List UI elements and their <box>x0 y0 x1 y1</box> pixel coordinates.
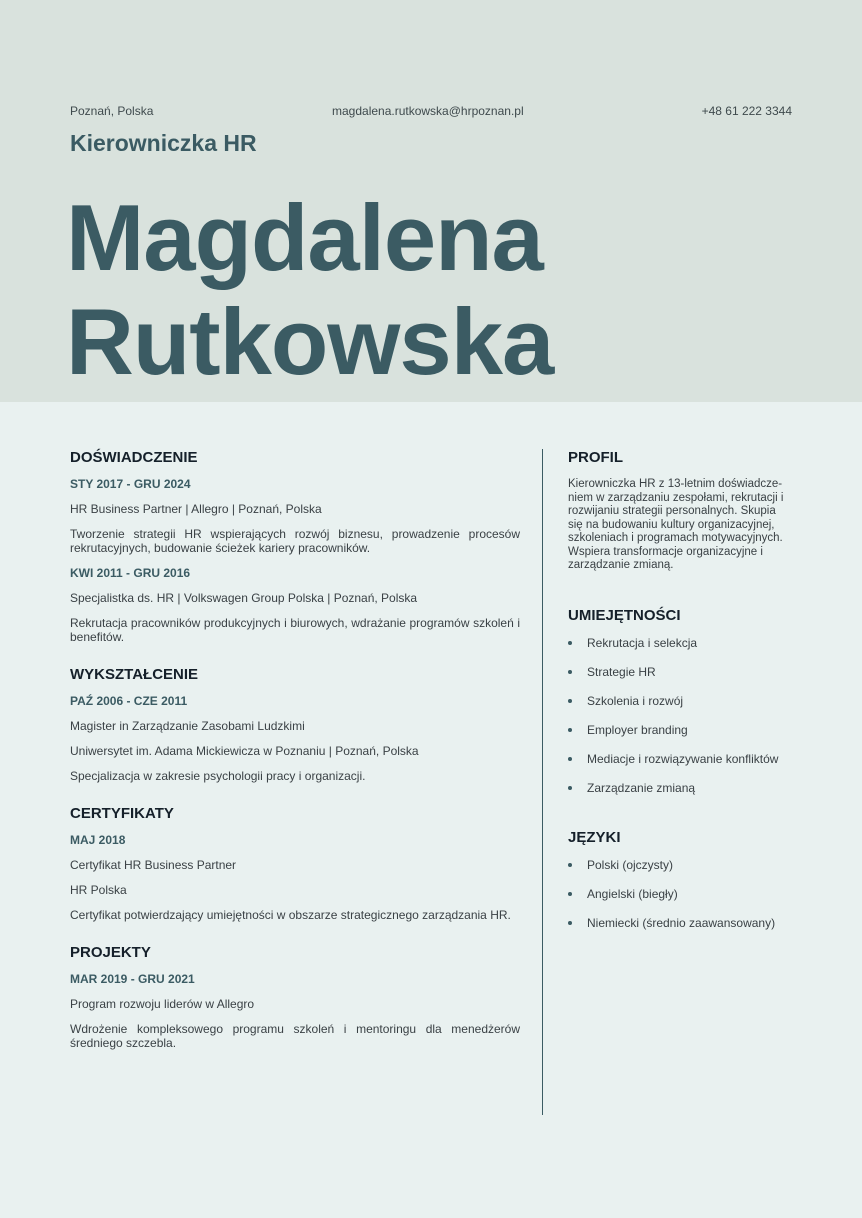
job-title: Kierowniczka HR <box>70 130 257 156</box>
bullet-icon <box>568 863 572 867</box>
list-item <box>568 752 793 766</box>
entry-description: Certyfikat potwierdzający umiejętności w obszarze strategicznego zarządzania HR. <box>70 908 511 922</box>
profile-section <box>568 449 793 573</box>
contact-phone[interactable]: +48 61 222 3344 <box>701 104 792 118</box>
section-title-education: WYKSZTAŁCENIE <box>70 666 199 683</box>
entry-role: Specjalistka ds. HR | Volkswagen Group Polska | Poznań, Polska <box>70 591 418 605</box>
bullet-icon <box>568 670 572 674</box>
list-item <box>568 694 793 708</box>
entry-date: MAJ 2018 <box>70 833 126 847</box>
list-item <box>568 723 793 737</box>
section-title-experience: DOŚWIADCZENIE <box>70 449 198 466</box>
full-name <box>66 186 553 394</box>
certificate-issuer: HR Polska <box>70 883 127 897</box>
section-title-languages: JĘZYKI <box>568 828 621 846</box>
certificate-name: Certyfikat HR Business Partner <box>70 858 237 872</box>
entry-date: STY 2017 - GRU 2024 <box>70 477 191 491</box>
bullet-icon <box>568 757 572 761</box>
skill-label: Szkolenia i rozwój <box>587 693 684 708</box>
list-item <box>568 887 793 901</box>
section-title-certificates: CERTYFIKATY <box>70 805 174 822</box>
project-name: Program rozwoju liderów w Allegro <box>70 997 255 1011</box>
bullet-icon <box>568 892 572 896</box>
languages-section <box>568 829 793 930</box>
skill-label: Rekrutacja i selekcja <box>587 635 698 650</box>
skill-label: Mediacje i rozwiązywanie konfliktów <box>587 751 779 766</box>
experience-section <box>70 449 520 644</box>
bullet-icon <box>568 728 572 732</box>
language-label: Angielski (biegły) <box>587 886 678 901</box>
language-label: Polski (ojczysty) <box>587 857 674 872</box>
contact-email[interactable]: magdalena.rutkowska@hrpoznan.pl <box>332 104 524 118</box>
right-column <box>568 449 793 964</box>
list-item <box>568 916 793 930</box>
entry-role: HR Business Partner | Allegro | Poznań, Polska <box>70 502 322 516</box>
skill-label: Strategie HR <box>587 664 656 679</box>
list-item <box>568 636 793 650</box>
first-name: Magdalena <box>66 185 543 290</box>
projects-section <box>70 944 520 1050</box>
entry-description: Specjalizacja w zakresie psychologii pracy i organizacji. <box>70 769 366 783</box>
left-column <box>70 449 520 1072</box>
skills-list <box>568 636 793 795</box>
language-label: Niemiecki (średnio zaawansowany) <box>587 915 776 930</box>
education-school: Uniwersytet im. Adama Mickiewicza w Poznaniu | Poznań, Polska <box>70 744 419 758</box>
education-section <box>70 666 520 783</box>
bullet-icon <box>568 786 572 790</box>
entry-description: Tworzenie strategii HR wspierających rozwój biznesu, prowadzenie procesów rekrutacyjnych, budowanie ścieżek kariery pracowników. <box>70 527 520 555</box>
experience-entry <box>70 566 520 644</box>
bullet-icon <box>568 699 572 703</box>
languages-list <box>568 858 793 930</box>
entry-date: MAR 2019 - GRU 2021 <box>70 972 195 986</box>
profile-text: Kierowniczka HR z 13-letnim doświadczeniem w zarządzaniu zespołami, rekrutacji i rozwijaniu strategii personalnych. Skupia się na budowaniu kultury organizacyjnej, szkoleniach i programach motywacyjnych. Wspiera transformacje organizacyjne i zarządzanie zmianą. <box>568 478 784 571</box>
bullet-icon <box>568 641 572 645</box>
skill-label: Employer branding <box>587 722 688 737</box>
resume-header <box>0 0 862 402</box>
bullet-icon <box>568 921 572 925</box>
list-item <box>568 665 793 679</box>
column-divider <box>542 449 543 1115</box>
contact-location: Poznań, Polska <box>70 104 154 118</box>
entry-date: PAŹ 2006 - CZE 2011 <box>70 694 188 708</box>
entry-description: Rekrutacja pracowników produkcyjnych i biurowych, wdrażanie programów szkoleń i benefitów. <box>70 616 520 644</box>
section-title-skills: UMIEJĘTNOŚCI <box>568 606 681 624</box>
section-title-profile: PROFIL <box>568 449 623 466</box>
list-item <box>568 781 793 795</box>
entry-date: KWI 2011 - GRU 2016 <box>70 566 191 580</box>
list-item <box>568 858 793 872</box>
section-title-projects: PROJEKTY <box>70 944 151 961</box>
skill-label: Zarządzanie zmianą <box>587 780 696 795</box>
education-degree: Magister in Zarządzanie Zasobami Ludzkimi <box>70 719 305 733</box>
entry-description: Wdrożenie kompleksowego programu szkoleń i mentoringu dla menedżerów średniego szczebla. <box>70 1022 520 1050</box>
certificates-section <box>70 805 520 922</box>
experience-entry <box>70 477 520 555</box>
skills-section <box>568 607 793 795</box>
last-name: Rutkowska <box>66 289 554 394</box>
